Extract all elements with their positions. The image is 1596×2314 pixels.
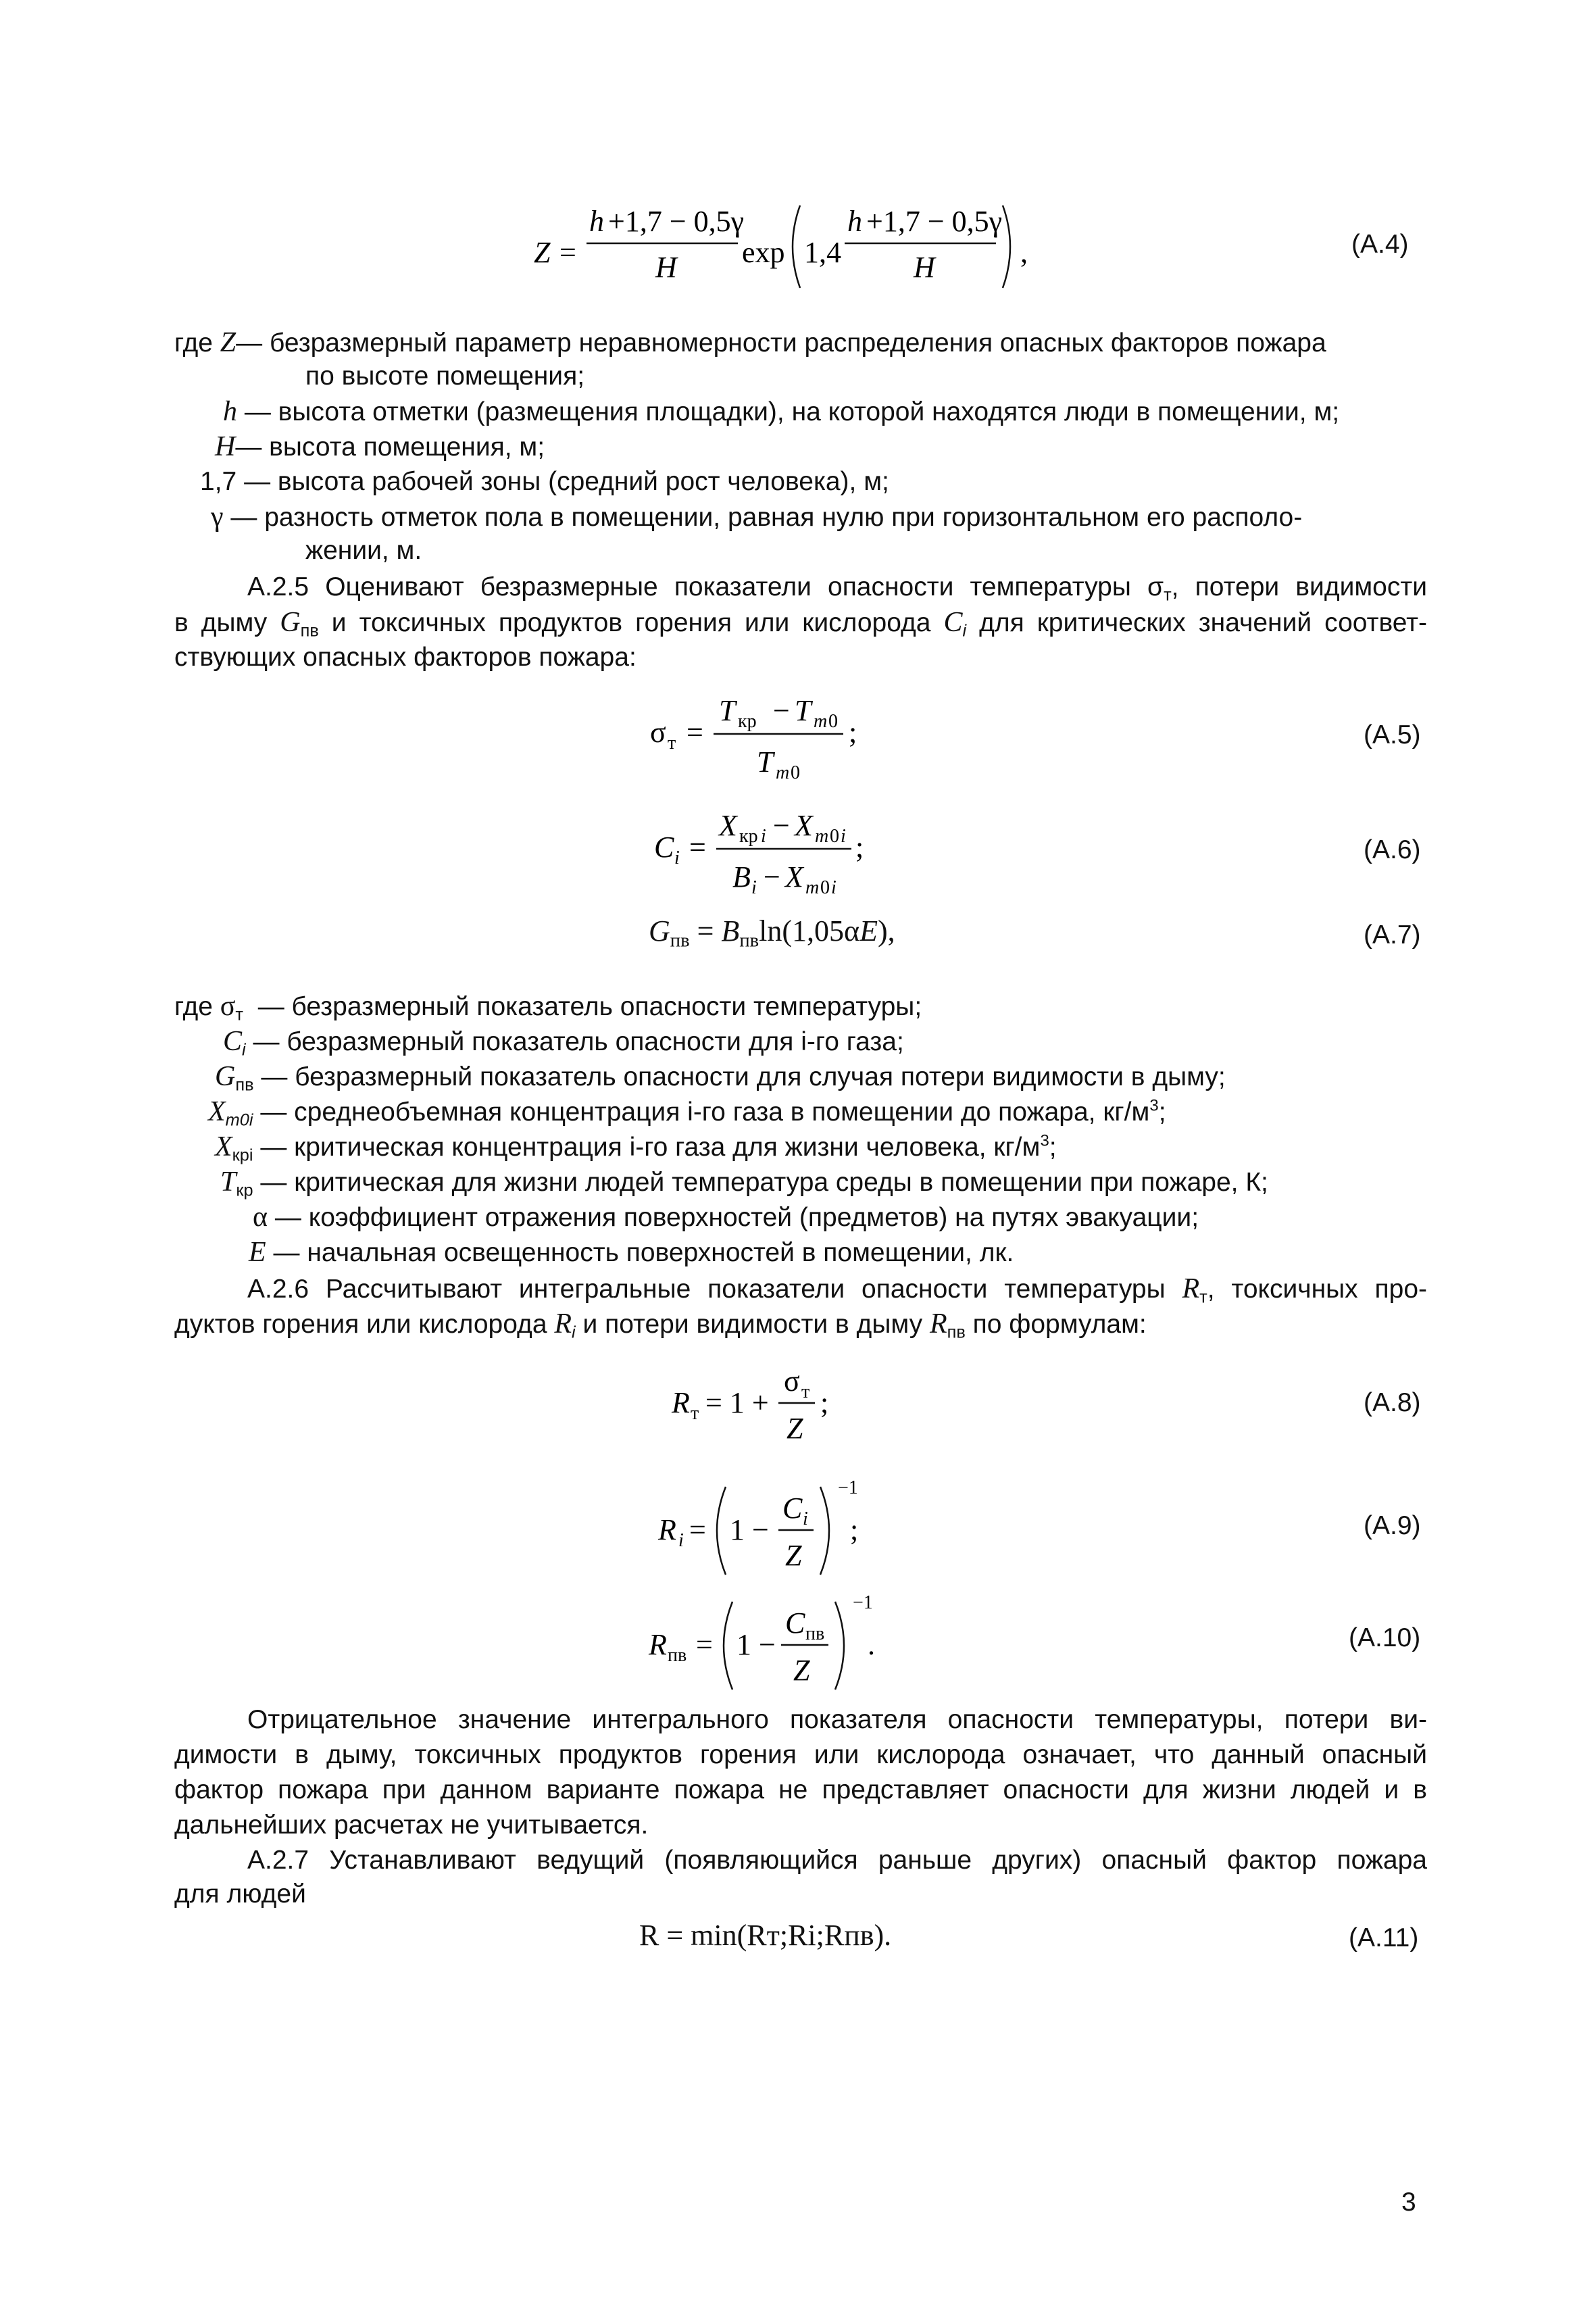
punct: ; <box>1158 1098 1166 1127</box>
svg-text:Z: Z <box>785 1539 802 1572</box>
subscript: m0i <box>225 1110 253 1130</box>
svg-text:,: , <box>1020 236 1028 269</box>
equation-number-a11: (А.11) <box>1349 1923 1419 1952</box>
def-e <box>249 1235 1014 1270</box>
def-prefix: где <box>174 328 213 358</box>
equation-number-a9: (А.9) <box>1364 1511 1421 1540</box>
svg-text:−: − <box>773 694 790 727</box>
svg-text:σ: σ <box>784 1364 800 1398</box>
def-h <box>223 395 1339 429</box>
subscript: i <box>242 1040 246 1060</box>
svg-text:пв: пв <box>805 1623 825 1644</box>
formula-a8 <box>662 1352 878 1453</box>
svg-text:1 −: 1 − <box>737 1628 776 1661</box>
svg-text:т: т <box>668 733 676 754</box>
svg-text:0: 0 <box>820 877 830 898</box>
para-a25-text: для критических значений соответ- <box>966 608 1427 637</box>
para-negative-line4: дальнейших расчетах не учитывается. <box>174 1811 649 1840</box>
def-gamma-line1 <box>211 500 1302 535</box>
svg-text:σ: σ <box>650 716 666 749</box>
svg-text:h: h <box>847 205 862 238</box>
symbol-G: G <box>215 1061 236 1092</box>
para-a27-line2: для людей <box>174 1879 306 1909</box>
para-a25-text: в дыму <box>174 608 280 637</box>
def-xkr-text: — критическая концентрация i-го газа для жизни человека, кг/м <box>260 1133 1041 1162</box>
def-e-text: — начальная освещенность поверхностей в помещении, лк. <box>273 1238 1014 1267</box>
def-gamma-line2: жении, м. <box>305 536 422 565</box>
svg-text:;: ; <box>849 716 857 749</box>
para-a26-text: и потери видимости в дыму <box>575 1310 930 1339</box>
def-z-line2: по высоте помещения; <box>305 362 585 391</box>
svg-text:T: T <box>757 745 774 779</box>
svg-text:T: T <box>719 694 736 727</box>
def-tkr-text: — критическая для жизни людей температура среды в помещении при пожаре, К; <box>260 1168 1268 1197</box>
symbol-E: E <box>249 1237 266 1268</box>
symbol-h: h <box>223 396 237 427</box>
subscript: пв <box>235 1075 254 1095</box>
symbol-T: T <box>220 1166 236 1198</box>
svg-text:−1: −1 <box>853 1592 873 1613</box>
svg-text:m: m <box>776 762 790 783</box>
subscript: i <box>572 1323 576 1342</box>
svg-text:1,4: 1,4 <box>804 236 841 269</box>
def-alpha-text: — коэффициент отражения поверхностей (предметов) на путях эвакуации; <box>274 1203 1199 1232</box>
symbol-z: Z <box>220 327 236 358</box>
svg-text:X: X <box>795 809 813 842</box>
svg-text:0: 0 <box>830 826 839 847</box>
def-gamma-text: — разность отметок пола в помещении, равная нулю при горизонтальном его располо- <box>230 503 1303 532</box>
svg-text:;: ; <box>855 831 864 864</box>
def-z-text: — безразмерный параметр неравномерности распределения опасных факторов пожара <box>236 328 1326 358</box>
def-h-text: — высота отметки (размещения площадки), на которой находятся люди в помещении, м; <box>244 397 1340 426</box>
subscript: пв <box>670 930 690 952</box>
svg-text:=: = <box>559 236 576 269</box>
para-a26-line2 <box>174 1307 1147 1341</box>
formula-a7-end: ), <box>877 914 895 947</box>
def-alpha <box>253 1200 1199 1235</box>
formula-a7 <box>649 914 895 952</box>
svg-text:.: . <box>868 1628 875 1661</box>
def-gpv <box>215 1060 1226 1094</box>
symbol-C: C <box>943 607 963 638</box>
def-tkr <box>220 1165 1268 1200</box>
svg-text:C: C <box>785 1606 805 1640</box>
svg-text:=: = <box>689 1513 706 1546</box>
punct: ; <box>1049 1133 1057 1162</box>
svg-text:i: i <box>678 1530 684 1551</box>
svg-text:i: i <box>674 847 680 868</box>
svg-text:i: i <box>761 826 766 847</box>
svg-text:=: = <box>696 1628 713 1661</box>
svg-text:C: C <box>782 1492 803 1525</box>
svg-text:−1: −1 <box>838 1477 858 1498</box>
para-negative-line2: димости в дыму, токсичных продуктов горения или кислорода означает, что данный опасный <box>174 1740 1427 1769</box>
svg-text:Z: Z <box>787 1412 803 1445</box>
subscript: кр <box>236 1181 253 1200</box>
def-xm0 <box>208 1095 1166 1129</box>
equation-number-a10: (А.10) <box>1349 1623 1421 1652</box>
para-a25-line2 <box>174 606 1427 640</box>
svg-text:T: T <box>795 694 812 727</box>
symbol-gamma: γ <box>211 501 224 533</box>
svg-text:1 −: 1 − <box>730 1513 769 1546</box>
svg-text:= 1 +: = 1 + <box>705 1386 769 1419</box>
def-xm0-text: — среднеобъемная концентрация i-го газа в помещении до пожара, кг/м <box>260 1098 1150 1127</box>
svg-text:кр: кр <box>739 826 758 847</box>
svg-text:B: B <box>732 860 751 893</box>
svg-text:пв: пв <box>668 1645 687 1666</box>
def-1-7-text: — высота рабочей зоны (средний рост человека), м; <box>244 467 889 496</box>
symbol-R: R <box>554 1308 572 1339</box>
subscript: i <box>962 621 967 641</box>
def-z-line1 <box>174 326 1326 360</box>
superscript: 3 <box>1149 1096 1159 1115</box>
symbol-X: X <box>215 1131 232 1162</box>
symbol-X: X <box>208 1096 226 1127</box>
equation-number-a5: (А.5) <box>1364 720 1421 749</box>
equation-number-a7: (А.7) <box>1364 920 1421 950</box>
symbol-G: G <box>280 607 301 638</box>
svg-text:=: = <box>687 716 703 749</box>
def-gpv-text: — безразмерный показатель опасности для случая потери видимости в дыму; <box>261 1062 1226 1091</box>
symbol-sigma: σ <box>220 991 236 1022</box>
svg-text:+1,7 − 0,5γ: +1,7 − 0,5γ <box>608 205 745 238</box>
formula-a11: R = min(Rт;Ri;Rпв). <box>639 1919 892 1952</box>
def-xkr <box>215 1130 1057 1164</box>
symbol-E: E <box>859 914 878 947</box>
svg-text:;: ; <box>820 1386 829 1419</box>
formula-a5 <box>635 683 892 791</box>
svg-text:X: X <box>719 809 737 842</box>
svg-text:R: R <box>649 1628 667 1661</box>
svg-text:Z: Z <box>793 1654 810 1687</box>
subscript: крi <box>232 1146 253 1165</box>
svg-text:m: m <box>815 826 829 847</box>
para-negative-line3: фактор пожара при данном варианте пожара не представляет опасности для жизни людей и в <box>174 1775 1427 1804</box>
svg-text:i: i <box>841 826 846 847</box>
symbol-H: H <box>215 431 236 462</box>
para-a26-line1 <box>247 1272 1427 1306</box>
equals-sign: = <box>689 914 722 947</box>
def-H <box>215 430 545 464</box>
subscript: т <box>1164 585 1172 605</box>
para-negative-line1: Отрицательное значение интегрального показателя опасности температуры, потери ви- <box>247 1705 1427 1734</box>
symbol-B: B <box>721 914 740 947</box>
para-a25-text: , потери видимости <box>1171 572 1428 601</box>
para-a26-text: А.2.6 Рассчитывают интегральные показатели опасности температуры <box>247 1275 1182 1304</box>
para-a26-text: дуктов горения или кислорода <box>174 1310 555 1339</box>
svg-text:−: − <box>764 860 780 893</box>
symbol-G: G <box>649 914 670 947</box>
def-ci-text: — безразмерный показатель опасности для i-го газа; <box>253 1027 904 1056</box>
svg-text:i: i <box>831 877 837 898</box>
formula-a6 <box>642 797 899 906</box>
svg-text:H: H <box>914 251 935 284</box>
subscript: пв <box>947 1323 966 1342</box>
formula-a10 <box>642 1581 885 1703</box>
symbol-R: R <box>929 1308 947 1339</box>
svg-text:+1,7 − 0,5γ: +1,7 − 0,5γ <box>866 205 1003 238</box>
svg-text:=: = <box>689 831 706 864</box>
formula-a4 <box>514 196 1054 297</box>
subscript: пв <box>300 621 319 641</box>
superscript: 3 <box>1040 1131 1049 1150</box>
para-a26-text: по формулам: <box>965 1310 1147 1339</box>
svg-text:т: т <box>691 1403 699 1424</box>
def-H-text: — высота помещения, м; <box>235 433 545 462</box>
para-a25-line3: ствующих опасных факторов пожара: <box>174 643 637 672</box>
svg-text:R: R <box>672 1386 690 1419</box>
svg-text:m: m <box>805 877 820 898</box>
svg-text:H: H <box>655 251 677 284</box>
def-ci <box>223 1025 904 1059</box>
svg-text:;: ; <box>850 1513 859 1546</box>
svg-text:X: X <box>785 860 803 893</box>
def-1-7 <box>200 465 889 499</box>
para-a25-text: А.2.5 Оценивают безразмерные показатели опасности температуры σ <box>247 572 1164 601</box>
equation-number-a4: (А.4) <box>1351 230 1409 259</box>
svg-text:i: i <box>751 877 757 898</box>
svg-text:0: 0 <box>791 762 800 783</box>
subscript: т <box>1199 1287 1207 1307</box>
svg-text:h: h <box>589 205 604 238</box>
equation-number-a8: (А.8) <box>1364 1388 1421 1417</box>
formula-a4-lhs: Z <box>534 236 551 269</box>
svg-text:кр: кр <box>738 711 757 732</box>
svg-text:i: i <box>803 1508 808 1529</box>
para-a27-line1: А.2.7 Устанавливают ведущий (появляющийся раньше других) опасный фактор пожара <box>247 1846 1427 1875</box>
formula-a9 <box>649 1467 878 1588</box>
svg-text:0: 0 <box>828 711 838 732</box>
svg-text:т: т <box>801 1381 810 1402</box>
def-sigma-text: — безразмерный показатель опасности температуры; <box>257 992 922 1021</box>
page-number: 3 <box>1401 2188 1416 2217</box>
para-a25-text: и токсичных продуктов горения или кислорода <box>318 608 944 637</box>
svg-text:exp: exp <box>742 236 785 269</box>
def-prefix: где <box>174 992 213 1021</box>
svg-text:C: C <box>654 831 674 864</box>
subscript: пв <box>739 930 759 952</box>
symbol-1-7: 1,7 <box>200 467 237 496</box>
formula-a7-ln: ln(1,05α <box>759 914 860 947</box>
def-sigma <box>174 989 922 1024</box>
symbol-R: R <box>1182 1273 1200 1304</box>
para-a25-line1 <box>247 570 1427 604</box>
equation-number-a6: (А.6) <box>1364 835 1421 864</box>
svg-text:m: m <box>814 711 828 732</box>
subscript: т <box>235 1005 244 1025</box>
symbol-C: C <box>223 1026 243 1057</box>
svg-text:R: R <box>658 1513 676 1546</box>
para-a26-text: , токсичных про- <box>1207 1275 1428 1304</box>
symbol-alpha: α <box>253 1202 268 1233</box>
svg-text:−: − <box>773 809 790 842</box>
